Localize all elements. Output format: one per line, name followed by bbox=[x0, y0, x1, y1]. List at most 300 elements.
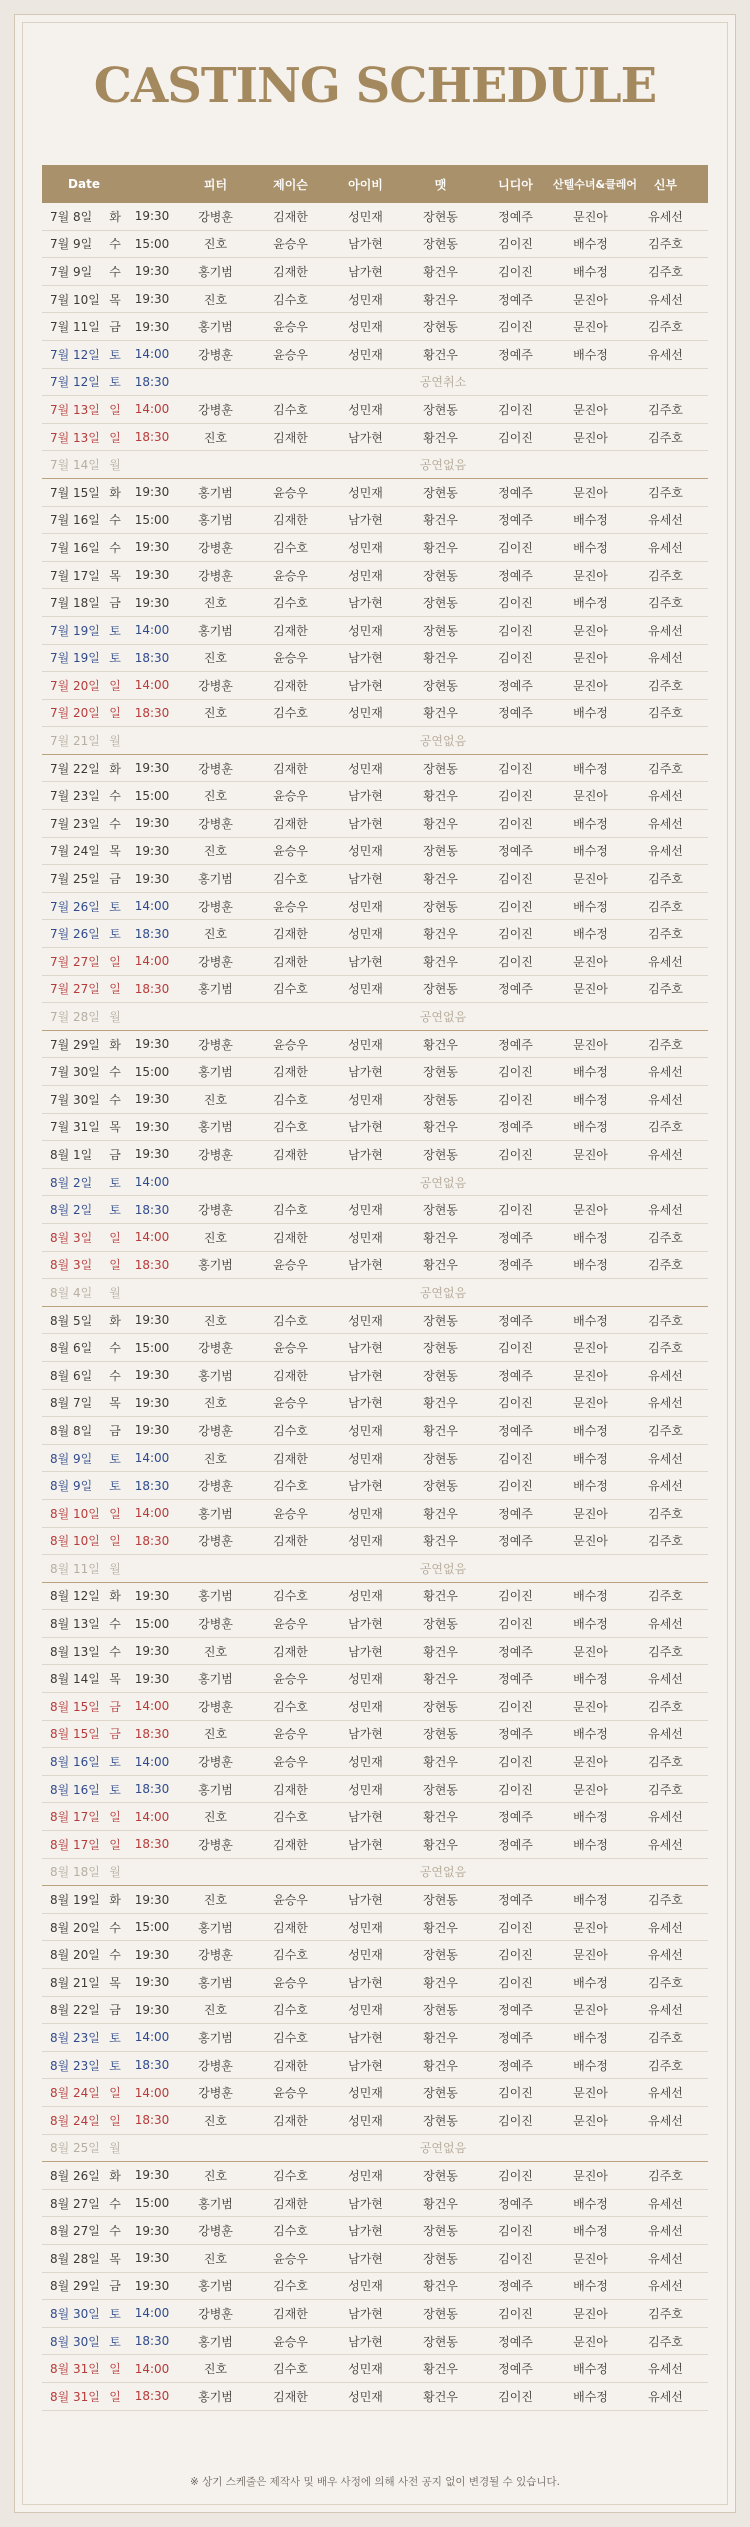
cell-cast: 황건우 bbox=[423, 1120, 458, 1135]
cell-cast: 정예주 bbox=[498, 292, 533, 307]
cell-cast: 문진아 bbox=[573, 678, 608, 693]
cell-cast: 장현동 bbox=[423, 982, 458, 997]
table-row bbox=[42, 2217, 708, 2245]
cell-cast: 정예주 bbox=[498, 2334, 533, 2349]
cell-cast: 성민재 bbox=[348, 1313, 383, 1328]
cell-cast: 김주호 bbox=[648, 927, 683, 942]
cell-cast: 황건우 bbox=[423, 1230, 458, 1245]
cell-day: 월 bbox=[109, 1561, 121, 1576]
cell-cast: 김수호 bbox=[273, 1810, 308, 1825]
cell-date: 8월 5일 bbox=[50, 1313, 93, 1328]
cell-day: 일 bbox=[109, 1230, 121, 1245]
cell-cast: 문진아 bbox=[573, 1368, 608, 1383]
cell-cast: 유세선 bbox=[648, 651, 683, 666]
cell-cast: 김재한 bbox=[273, 1451, 308, 1466]
cell-cast: 성민재 bbox=[348, 844, 383, 859]
cell-date: 8월 23일 bbox=[50, 2030, 100, 2045]
cell-cast: 강병훈 bbox=[198, 1948, 233, 1963]
cell-note: 공연없음 bbox=[419, 1561, 467, 1576]
cell-day: 일 bbox=[109, 1837, 121, 1852]
cell-cast: 남가현 bbox=[348, 789, 383, 804]
cell-cast: 김수호 bbox=[273, 2279, 308, 2294]
cell-cast: 남가현 bbox=[348, 872, 383, 887]
cell-cast: 황건우 bbox=[423, 264, 458, 279]
cell-cast: 문진아 bbox=[573, 2113, 608, 2128]
cell-cast: 윤승우 bbox=[273, 1617, 308, 1632]
cell-cast: 강병훈 bbox=[198, 2086, 233, 2101]
cell-cast: 성민재 bbox=[348, 1203, 383, 1218]
cell-cast: 김주호 bbox=[648, 1975, 683, 1990]
cell-day: 수 bbox=[109, 1341, 121, 1356]
table-row bbox=[42, 1859, 708, 1887]
cell-cast: 성민재 bbox=[348, 292, 383, 307]
cell-cast: 유세선 bbox=[648, 1810, 683, 1825]
cell-day: 목 bbox=[109, 1975, 121, 1990]
cell-cast: 김수호 bbox=[273, 872, 308, 887]
cell-cast: 김주호 bbox=[648, 1699, 683, 1714]
cell-cast: 홍기범 bbox=[198, 1065, 233, 1080]
cell-cast: 배수정 bbox=[573, 2196, 608, 2211]
table-row bbox=[42, 1941, 708, 1969]
cell-date: 7월 18일 bbox=[50, 596, 100, 611]
cell-cast: 황건우 bbox=[423, 347, 458, 362]
cell-cast: 강병훈 bbox=[198, 1837, 233, 1852]
cell-time: 19:30 bbox=[134, 761, 170, 776]
cell-cast: 유세선 bbox=[648, 789, 683, 804]
cell-cast: 정예주 bbox=[498, 678, 533, 693]
cell-date: 7월 26일 bbox=[50, 899, 100, 914]
cell-cast: 성민재 bbox=[348, 1423, 383, 1438]
cell-cast: 윤승우 bbox=[273, 1975, 308, 1990]
header-matt: 맷 bbox=[434, 177, 447, 192]
cell-cast: 장현동 bbox=[423, 209, 458, 224]
cell-day: 금 bbox=[109, 1699, 121, 1714]
cell-cast: 문진아 bbox=[573, 1037, 608, 1052]
cell-cast: 황건우 bbox=[423, 1837, 458, 1852]
cell-time: 18:30 bbox=[134, 1202, 170, 1217]
cell-cast: 윤승우 bbox=[273, 789, 308, 804]
table-row bbox=[42, 1500, 708, 1528]
cell-cast: 성민재 bbox=[348, 899, 383, 914]
cell-cast: 김이진 bbox=[498, 872, 533, 887]
cell-cast: 장현동 bbox=[423, 761, 458, 776]
cell-cast: 배수정 bbox=[573, 1065, 608, 1080]
table-row bbox=[42, 1334, 708, 1362]
cell-cast: 성민재 bbox=[348, 1506, 383, 1521]
cell-cast: 윤승우 bbox=[273, 1396, 308, 1411]
cell-date: 7월 23일 bbox=[50, 789, 100, 804]
cell-cast: 김수호 bbox=[273, 1479, 308, 1494]
cell-cast: 문진아 bbox=[573, 1755, 608, 1770]
cell-cast: 김주호 bbox=[648, 1782, 683, 1797]
cell-cast: 김재한 bbox=[273, 1782, 308, 1797]
cell-cast: 김이진 bbox=[498, 237, 533, 252]
table-row bbox=[42, 1362, 708, 1390]
table-row bbox=[42, 1252, 708, 1280]
cell-date: 8월 20일 bbox=[50, 1948, 100, 1963]
cell-cast: 홍기범 bbox=[198, 623, 233, 638]
cell-cast: 남가현 bbox=[348, 1120, 383, 1135]
cell-day: 일 bbox=[109, 1534, 121, 1549]
cell-cast: 문진아 bbox=[573, 1699, 608, 1714]
cell-cast: 유세선 bbox=[648, 2113, 683, 2128]
cell-cast: 김이진 bbox=[498, 927, 533, 942]
cell-day: 일 bbox=[109, 1506, 121, 1521]
cell-day: 화 bbox=[109, 761, 121, 776]
cell-cast: 배수정 bbox=[573, 1589, 608, 1604]
cell-cast: 김재한 bbox=[273, 1920, 308, 1935]
cell-cast: 김주호 bbox=[648, 2030, 683, 2045]
cell-time: 19:30 bbox=[134, 264, 170, 279]
cell-date: 7월 30일 bbox=[50, 1065, 100, 1080]
cell-cast: 강병훈 bbox=[198, 347, 233, 362]
cell-date: 8월 30일 bbox=[50, 2306, 100, 2321]
cell-day: 월 bbox=[109, 734, 121, 749]
cell-cast: 유세선 bbox=[648, 954, 683, 969]
cell-cast: 배수정 bbox=[573, 1423, 608, 1438]
cell-cast: 배수정 bbox=[573, 1230, 608, 1245]
page-title: CASTING SCHEDULE bbox=[93, 58, 657, 114]
cell-day: 화 bbox=[109, 1893, 121, 1908]
cell-cast: 김재한 bbox=[273, 2196, 308, 2211]
cell-date: 8월 1일 bbox=[50, 1147, 93, 1162]
cell-cast: 성민재 bbox=[348, 1092, 383, 1107]
cell-cast: 김주호 bbox=[648, 485, 683, 500]
cell-cast: 김이진 bbox=[498, 2389, 533, 2404]
cell-cast: 정예주 bbox=[498, 1423, 533, 1438]
cell-cast: 진호 bbox=[203, 1313, 228, 1328]
cell-cast: 배수정 bbox=[573, 706, 608, 721]
cell-time: 19:30 bbox=[134, 1644, 170, 1659]
cell-time: 15:00 bbox=[134, 788, 170, 803]
cell-cast: 성민재 bbox=[348, 2362, 383, 2377]
cell-cast: 배수정 bbox=[573, 2224, 608, 2239]
cell-date: 7월 8일 bbox=[50, 209, 93, 224]
cell-date: 8월 2일 bbox=[50, 1203, 93, 1218]
cell-day: 수 bbox=[109, 237, 121, 252]
cell-note: 공연없음 bbox=[419, 458, 467, 473]
cell-cast: 유세선 bbox=[648, 2279, 683, 2294]
cell-cast: 장현동 bbox=[423, 1479, 458, 1494]
cell-day: 수 bbox=[109, 2224, 121, 2239]
cell-cast: 성민재 bbox=[348, 209, 383, 224]
cell-cast: 강병훈 bbox=[198, 1423, 233, 1438]
cell-cast: 김수호 bbox=[273, 1699, 308, 1714]
table-row bbox=[42, 755, 708, 783]
cell-cast: 김주호 bbox=[648, 1423, 683, 1438]
cell-day: 토 bbox=[109, 2334, 121, 2349]
cell-cast: 김이진 bbox=[498, 954, 533, 969]
cell-time: 18:30 bbox=[134, 2334, 170, 2349]
table-row bbox=[42, 1665, 708, 1693]
cell-cast: 장현동 bbox=[423, 678, 458, 693]
cell-cast: 김주호 bbox=[648, 1037, 683, 1052]
cell-cast: 김재한 bbox=[273, 1065, 308, 1080]
cell-cast: 김이진 bbox=[498, 1396, 533, 1411]
cell-date: 8월 20일 bbox=[50, 1920, 100, 1935]
cell-date: 8월 17일 bbox=[50, 1810, 100, 1825]
cell-cast: 정예주 bbox=[498, 1313, 533, 1328]
cell-day: 목 bbox=[109, 2251, 121, 2266]
table-row bbox=[42, 341, 708, 369]
cell-time: 19:30 bbox=[134, 843, 170, 858]
cell-time: 14:00 bbox=[134, 2030, 170, 2045]
cell-cast: 성민재 bbox=[348, 2279, 383, 2294]
cell-cast: 김이진 bbox=[498, 1589, 533, 1604]
table-row bbox=[42, 1610, 708, 1638]
cell-cast: 김주호 bbox=[648, 1534, 683, 1549]
cell-date: 7월 11일 bbox=[50, 320, 100, 335]
cell-cast: 김주호 bbox=[648, 1230, 683, 1245]
cell-day: 일 bbox=[109, 678, 121, 693]
table-row bbox=[42, 1472, 708, 1500]
table-row bbox=[42, 1914, 708, 1942]
cell-cast: 김재한 bbox=[273, 1147, 308, 1162]
cell-cast: 장현동 bbox=[423, 1203, 458, 1218]
cell-cast: 성민재 bbox=[348, 982, 383, 997]
cell-cast: 배수정 bbox=[573, 1120, 608, 1135]
cell-cast: 황건우 bbox=[423, 872, 458, 887]
cell-cast: 황건우 bbox=[423, 1037, 458, 1052]
cell-cast: 장현동 bbox=[423, 1451, 458, 1466]
cell-cast: 김주호 bbox=[648, 761, 683, 776]
cell-day: 토 bbox=[109, 2306, 121, 2321]
cell-cast: 김재한 bbox=[273, 1534, 308, 1549]
table-row bbox=[42, 1417, 708, 1445]
cell-cast: 진호 bbox=[203, 2003, 228, 2018]
cell-cast: 문진아 bbox=[573, 1920, 608, 1935]
cell-cast: 김이진 bbox=[498, 1782, 533, 1797]
cell-cast: 장현동 bbox=[423, 844, 458, 859]
table-row bbox=[42, 920, 708, 948]
cell-cast: 문진아 bbox=[573, 2306, 608, 2321]
cell-cast: 유세선 bbox=[648, 623, 683, 638]
cell-day: 일 bbox=[109, 2389, 121, 2404]
cell-cast: 정예주 bbox=[498, 1810, 533, 1825]
cell-cast: 유세선 bbox=[648, 1672, 683, 1687]
cell-cast: 김이진 bbox=[498, 596, 533, 611]
cell-date: 7월 9일 bbox=[50, 237, 93, 252]
cell-time: 18:30 bbox=[134, 2058, 170, 2073]
cell-cast: 문진아 bbox=[573, 1203, 608, 1218]
cell-cast: 김주호 bbox=[648, 2168, 683, 2183]
cell-cast: 윤승우 bbox=[273, 1506, 308, 1521]
cell-cast: 남가현 bbox=[348, 1975, 383, 1990]
cell-date: 8월 2일 bbox=[50, 1175, 93, 1190]
cell-cast: 김재한 bbox=[273, 623, 308, 638]
cell-date: 8월 22일 bbox=[50, 2003, 100, 2018]
cell-cast: 윤승우 bbox=[273, 1755, 308, 1770]
cell-cast: 홍기범 bbox=[198, 320, 233, 335]
cell-cast: 성민재 bbox=[348, 402, 383, 417]
cell-cast: 김이진 bbox=[498, 430, 533, 445]
cell-cast: 성민재 bbox=[348, 1589, 383, 1604]
cell-time: 19:30 bbox=[134, 485, 170, 500]
cell-cast: 문진아 bbox=[573, 1782, 608, 1797]
table-row bbox=[42, 1886, 708, 1914]
cell-cast: 성민재 bbox=[348, 2168, 383, 2183]
cell-time: 15:00 bbox=[134, 236, 170, 251]
cell-cast: 배수정 bbox=[573, 2030, 608, 2045]
cell-date: 7월 25일 bbox=[50, 872, 100, 887]
cell-time: 19:30 bbox=[134, 540, 170, 555]
cell-cast: 남가현 bbox=[348, 1065, 383, 1080]
cell-cast: 홍기범 bbox=[198, 485, 233, 500]
cell-cast: 진호 bbox=[203, 1451, 228, 1466]
table-row bbox=[42, 1224, 708, 1252]
cell-cast: 배수정 bbox=[573, 1810, 608, 1825]
cell-cast: 남가현 bbox=[348, 237, 383, 252]
cell-cast: 홍기범 bbox=[198, 2279, 233, 2294]
cell-day: 일 bbox=[109, 2086, 121, 2101]
table-row bbox=[42, 2383, 708, 2411]
cell-time: 19:30 bbox=[134, 2223, 170, 2238]
cell-day: 목 bbox=[109, 1120, 121, 1135]
cell-date: 7월 21일 bbox=[50, 734, 100, 749]
cell-cast: 황건우 bbox=[423, 1534, 458, 1549]
table-row bbox=[42, 617, 708, 645]
cell-date: 8월 28일 bbox=[50, 2251, 100, 2266]
cell-cast: 김이진 bbox=[498, 1699, 533, 1714]
cell-cast: 김주호 bbox=[648, 237, 683, 252]
cell-cast: 김이진 bbox=[498, 899, 533, 914]
cell-cast: 김이진 bbox=[498, 623, 533, 638]
table-row bbox=[42, 700, 708, 728]
cell-cast: 문진아 bbox=[573, 1396, 608, 1411]
cell-cast: 문진아 bbox=[573, 872, 608, 887]
cell-cast: 김주호 bbox=[648, 320, 683, 335]
cell-cast: 강병훈 bbox=[198, 568, 233, 583]
cell-cast: 김주호 bbox=[648, 1258, 683, 1273]
cell-time: 19:30 bbox=[134, 1037, 170, 1052]
cell-cast: 정예주 bbox=[498, 844, 533, 859]
cell-cast: 김이진 bbox=[498, 1948, 533, 1963]
cell-cast: 황건우 bbox=[423, 2389, 458, 2404]
cell-cast: 배수정 bbox=[573, 2058, 608, 2073]
cell-cast: 문진아 bbox=[573, 1948, 608, 1963]
cell-time: 18:30 bbox=[134, 1257, 170, 1272]
cell-cast: 김이진 bbox=[498, 540, 533, 555]
cell-day: 화 bbox=[109, 1589, 121, 1604]
cell-date: 8월 6일 bbox=[50, 1368, 93, 1383]
cell-cast: 남가현 bbox=[348, 1727, 383, 1742]
cell-cast: 성민재 bbox=[348, 1920, 383, 1935]
cell-date: 8월 15일 bbox=[50, 1727, 100, 1742]
cell-cast: 배수정 bbox=[573, 237, 608, 252]
cell-cast: 문진아 bbox=[573, 623, 608, 638]
cell-time: 19:30 bbox=[134, 1147, 170, 1162]
cell-cast: 김주호 bbox=[648, 899, 683, 914]
cell-cast: 유세선 bbox=[648, 2003, 683, 2018]
cell-day: 토 bbox=[109, 347, 121, 362]
cell-date: 8월 26일 bbox=[50, 2168, 100, 2183]
cell-cast: 김수호 bbox=[273, 1423, 308, 1438]
cell-cast: 진호 bbox=[203, 430, 228, 445]
cell-cast: 김재한 bbox=[273, 1837, 308, 1852]
cell-cast: 김수호 bbox=[273, 2030, 308, 2045]
cell-time: 19:30 bbox=[134, 1671, 170, 1686]
cell-cast: 진호 bbox=[203, 596, 228, 611]
cell-day: 월 bbox=[109, 2141, 121, 2156]
cell-cast: 장현동 bbox=[423, 2003, 458, 2018]
cell-cast: 정예주 bbox=[498, 1120, 533, 1135]
cell-cast: 황건우 bbox=[423, 2279, 458, 2294]
cell-note: 공연없음 bbox=[419, 1865, 467, 1880]
cell-date: 7월 12일 bbox=[50, 375, 100, 390]
cell-date: 7월 28일 bbox=[50, 1010, 100, 1025]
cell-cast: 장현동 bbox=[423, 1782, 458, 1797]
cell-time: 18:30 bbox=[134, 374, 170, 389]
cell-cast: 정예주 bbox=[498, 1727, 533, 1742]
cell-day: 목 bbox=[109, 1396, 121, 1411]
cell-cast: 유세선 bbox=[648, 1920, 683, 1935]
cell-cast: 정예주 bbox=[498, 1893, 533, 1908]
cell-cast: 홍기범 bbox=[198, 2030, 233, 2045]
table-row bbox=[42, 286, 708, 314]
cell-cast: 홍기범 bbox=[198, 2334, 233, 2349]
table-body bbox=[42, 203, 708, 2411]
cell-time: 19:30 bbox=[134, 319, 170, 334]
cell-cast: 황건우 bbox=[423, 513, 458, 528]
table-row bbox=[42, 396, 708, 424]
table-row bbox=[42, 313, 708, 341]
cell-cast: 김재한 bbox=[273, 2306, 308, 2321]
cell-cast: 김재한 bbox=[273, 2389, 308, 2404]
cell-cast: 문진아 bbox=[573, 2003, 608, 2018]
cell-cast: 남가현 bbox=[348, 1396, 383, 1411]
cell-day: 월 bbox=[109, 1285, 121, 1300]
cell-cast: 문진아 bbox=[573, 209, 608, 224]
table-row bbox=[42, 231, 708, 259]
cell-date: 8월 25일 bbox=[50, 2141, 100, 2156]
cell-cast: 성민재 bbox=[348, 2113, 383, 2128]
cell-time: 18:30 bbox=[134, 1533, 170, 1548]
table-row bbox=[42, 2273, 708, 2301]
cell-cast: 홍기범 bbox=[198, 1975, 233, 1990]
cell-day: 토 bbox=[109, 1203, 121, 1218]
cell-cast: 김이진 bbox=[498, 1975, 533, 1990]
cell-cast: 김재한 bbox=[273, 927, 308, 942]
cell-cast: 장현동 bbox=[423, 2251, 458, 2266]
cell-cast: 황건우 bbox=[423, 1423, 458, 1438]
cell-cast: 성민재 bbox=[348, 1699, 383, 1714]
cell-cast: 배수정 bbox=[573, 596, 608, 611]
cell-date: 8월 31일 bbox=[50, 2362, 100, 2377]
cell-cast: 진호 bbox=[203, 237, 228, 252]
cell-cast: 문진아 bbox=[573, 2086, 608, 2101]
cell-cast: 남가현 bbox=[348, 1368, 383, 1383]
cell-cast: 진호 bbox=[203, 1727, 228, 1742]
cell-cast: 장현동 bbox=[423, 1313, 458, 1328]
cell-cast: 김이진 bbox=[498, 1092, 533, 1107]
cell-day: 일 bbox=[109, 982, 121, 997]
table-row bbox=[42, 1748, 708, 1776]
cell-cast: 황건우 bbox=[423, 540, 458, 555]
cell-cast: 유세선 bbox=[648, 2086, 683, 2101]
cell-cast: 윤승우 bbox=[273, 844, 308, 859]
cell-cast: 성민재 bbox=[348, 1782, 383, 1797]
cell-cast: 김주호 bbox=[648, 1506, 683, 1521]
cell-cast: 남가현 bbox=[348, 2334, 383, 2349]
cell-cast: 황건우 bbox=[423, 1506, 458, 1521]
cell-cast: 성민재 bbox=[348, 1672, 383, 1687]
cell-cast: 진호 bbox=[203, 1810, 228, 1825]
cell-cast: 배수정 bbox=[573, 2389, 608, 2404]
cell-cast: 홍기범 bbox=[198, 1782, 233, 1797]
cell-cast: 정예주 bbox=[498, 485, 533, 500]
cell-time: 14:00 bbox=[134, 1699, 170, 1714]
cell-cast: 홍기범 bbox=[198, 1920, 233, 1935]
